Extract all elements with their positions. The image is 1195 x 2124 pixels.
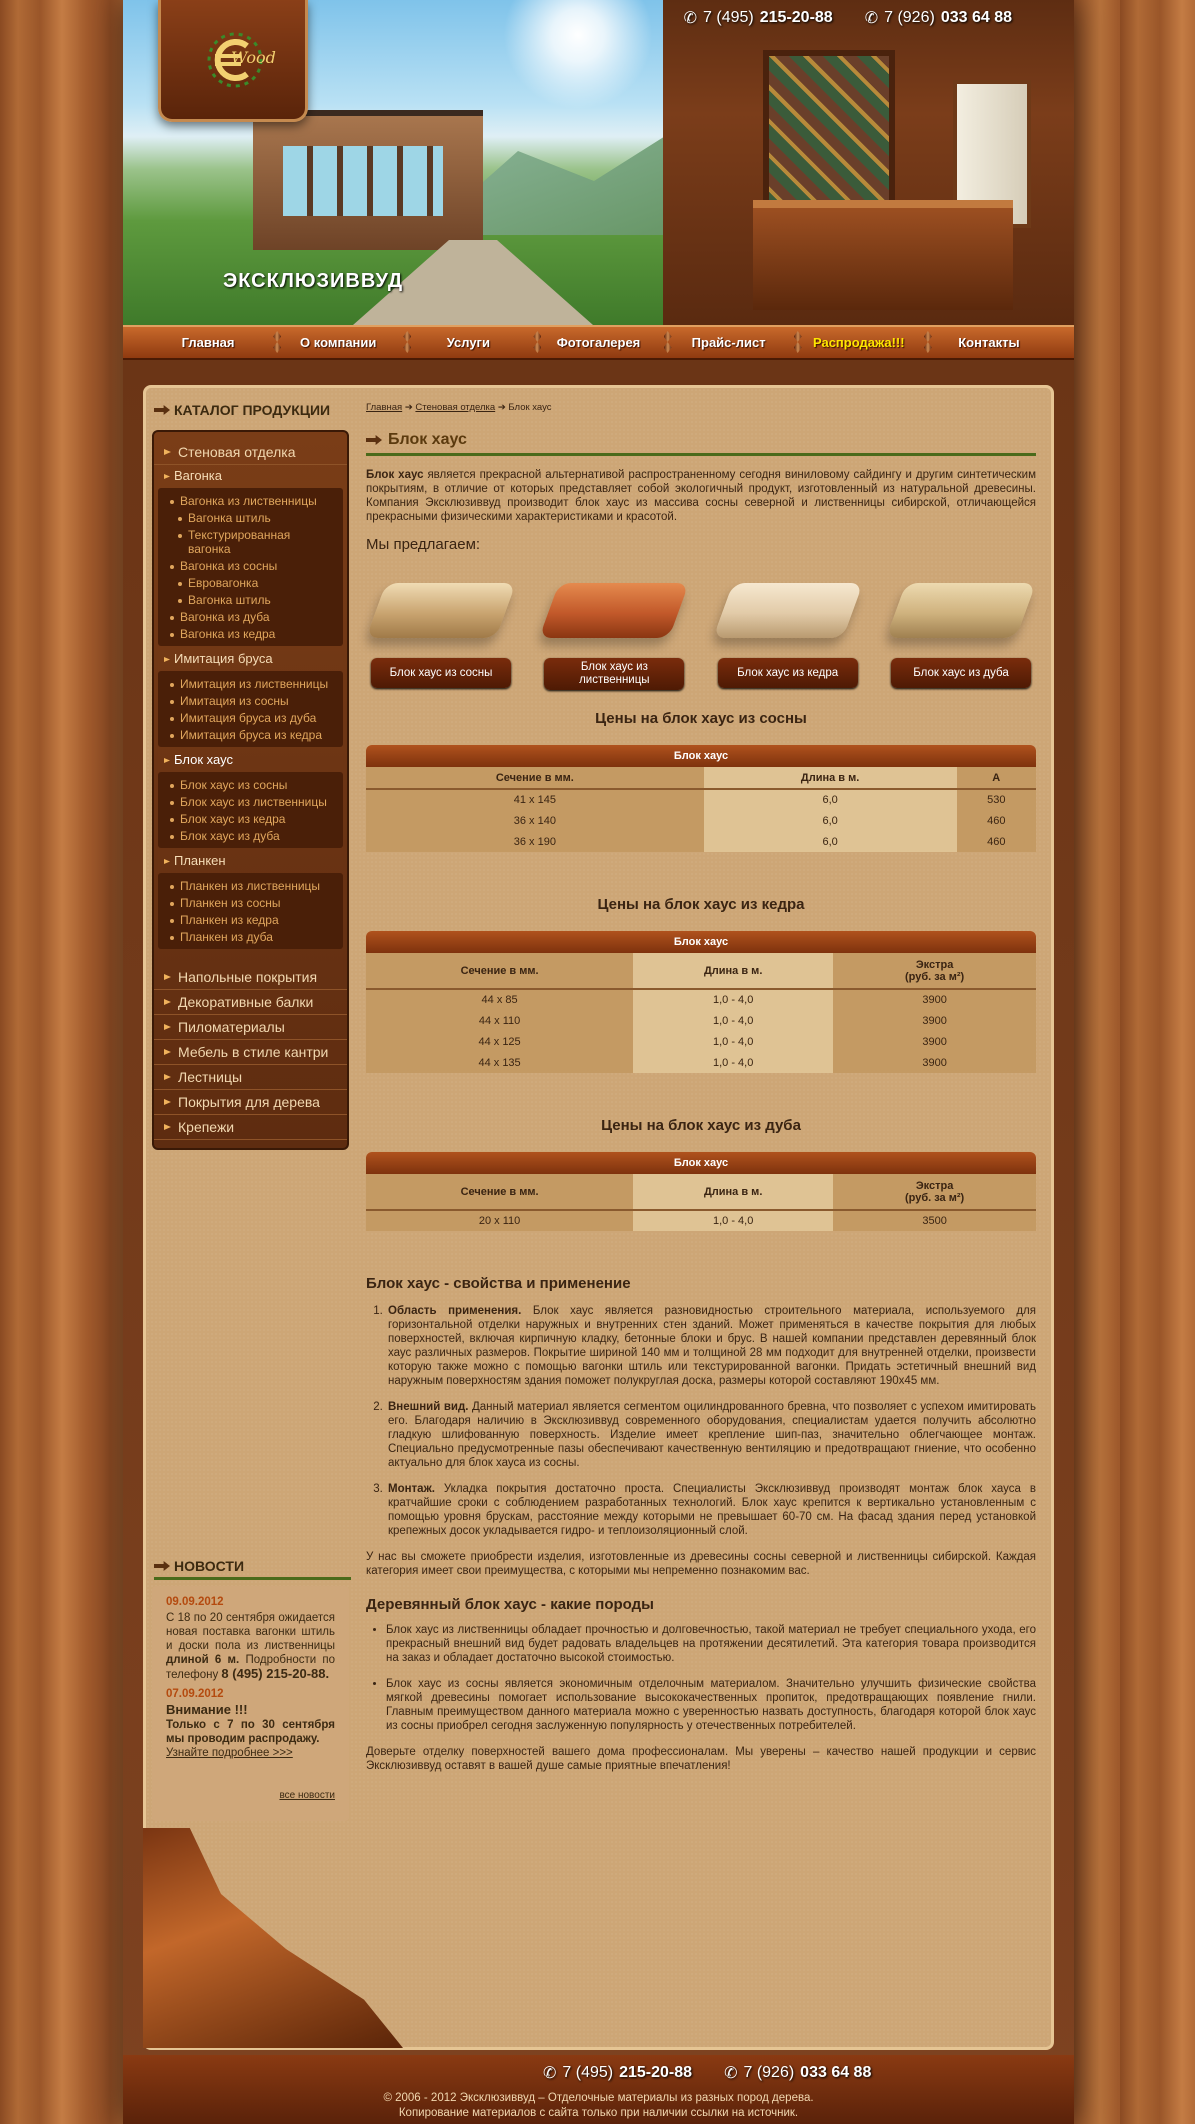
sidebar-item-floor[interactable]: Напольные покрытия [154,965,347,990]
table-cell: 44 x 110 [366,1010,633,1031]
news-text [166,1703,335,1760]
properties-list [386,1304,1036,1538]
nav-sale[interactable]: Распродажа!!! [794,335,924,350]
nav-gallery[interactable]: Фотогалерея [533,335,663,350]
phone-code: 7 (926) [743,2064,795,2081]
sidebar-subitem[interactable]: Текстурированная вагонка [158,526,343,557]
list-item-text: Данный материал является сегментом оцилиндрованного бревна, что позволяет с успехом имитировать его. Благодаря наличию в Эксклюзиввуд современного оборудования, специалистам удается получить абсолютно гладкую шлифованную поверхность. Изделие имеет крепление шип-паз, значительно облегчающее монтаж. Специально предусмотренные пазы обеспечивают качественную вентиляцию и предотвращают гниение, что особенно актуально для блок хауса из сосны. [388,1401,1036,1469]
table-cell: 3900 [833,989,1036,1010]
table-cell: 3500 [833,1210,1036,1231]
arrow-icon [154,405,170,415]
nav-pricelist[interactable]: Прайс-лист [664,335,794,350]
table-caption: Блок хаус [366,1152,1036,1174]
header-banner [123,0,1074,325]
sidebar-item-imitation[interactable]: Имитация бруса [154,648,347,669]
sidebar-subitem[interactable]: Блок хаус из сосны [158,776,343,793]
table-header-line: (руб. за м²) [904,970,965,983]
product-card [886,583,1036,690]
sidebar-item-wall[interactable]: Стеновая отделка [154,440,347,465]
properties-after-text: У нас вы сможете приобрести изделия, изготовленные из древесины сосны северной и лиственницы сибирской. Каждая категория имеет свои преимущества, с которыми мы непременно познакомим вас. [366,1551,1036,1577]
breadcrumb-current: Блок хаус [508,402,552,413]
product-card [366,583,516,690]
list-item-bold: Область применения. [388,1305,522,1317]
sidebar-item-vagonka[interactable]: Вагонка [154,465,347,486]
product-button[interactable]: Блок хаус из кедра [718,658,858,688]
phone-icon: ✆ [683,10,698,27]
news-more-link[interactable]: Узнайте подробнее >>> [166,1747,293,1759]
sidebar-subitem[interactable]: Планкен из дуба [158,928,343,945]
phone-icon: ✆ [864,10,879,27]
nav-services[interactable]: Услуги [403,335,533,350]
sidebar-subitem[interactable]: Планкен из лиственницы [158,877,343,894]
table-cell: 3900 [833,1031,1036,1052]
phone-code: 7 (495) [703,9,754,26]
price-title-pine: Цены на блок хаус из сосны [595,710,807,727]
sidebar-item-stairs[interactable]: Лестницы [154,1065,347,1090]
nav-home[interactable]: Главная [181,335,235,350]
catalog-title [154,402,330,418]
sidebar-subitem[interactable]: Вагонка из дуба [158,608,343,625]
list-item-bold: Внешний вид. [388,1401,469,1413]
news-text-bold: Только с 7 по 30 сентября мы проводим распродажу. [166,1719,335,1745]
sidebar-subitem[interactable]: Вагонка из сосны [158,557,343,574]
catalog-sidebar [152,430,349,1150]
sidebar-item-coatings[interactable]: Покрытия для дерева [154,1090,347,1115]
plank-image[interactable] [713,583,863,638]
table-cell: 6,0 [704,810,957,831]
phone-1[interactable] [684,8,833,28]
table-header: Сечение в мм. [366,1174,633,1210]
table-header: Длина в м. [704,767,957,789]
list-item: • Блок хаус из сосны является экономичным отделочным материалом. Значительно улучшить физические свойства мягкой древесины помогает использование высококачественных пропиток, предотвращающих появление гнили. Главным преимуществом данного материала можно с уверенностью назвать доступность, благодаря которой блок хаус из сосны приобрел сегодня заслуженную популярность у отечественных потребителей. [386,1677,1036,1733]
table-cell: 460 [957,831,1036,852]
sidebar-group-vagonka [158,488,343,646]
table-cell: 460 [957,810,1036,831]
table-header-line: Экстра [915,958,954,971]
main-nav [123,325,1074,360]
sidebar-subitem[interactable]: Блок хаус из кедра [158,810,343,827]
sidebar-item-lumber[interactable]: Пиломатериалы [154,1015,347,1040]
copyright [123,2091,1074,2121]
price-table-cedar [366,931,1036,1073]
table-header [833,953,1036,989]
phone-1[interactable] [543,2063,692,2083]
table-header-line: Экстра [915,1179,954,1192]
table-header: Сечение в мм. [366,767,704,789]
list-item [386,1482,1036,1538]
logo-text: Wood [231,48,276,67]
sidebar-item-planken[interactable]: Планкен [154,850,347,871]
sidebar-item-furniture[interactable]: Мебель в стиле кантри [154,1040,347,1065]
price-title-cedar: Цены на блок хаус из кедра [597,896,805,913]
list-item [386,1304,1036,1388]
table-cell: 36 x 140 [366,810,704,831]
list-item [386,1400,1036,1470]
product-button[interactable]: Блок хаус из лиственницы [544,658,684,690]
intro-bold: Блок хаус [366,469,424,481]
product-list [366,583,1036,690]
sidebar-item-fasteners[interactable]: Крепежи [154,1115,347,1140]
list-item-bold: Монтаж. [388,1483,435,1495]
arrow-icon [154,1561,170,1571]
table-caption: Блок хаус [366,931,1036,953]
footer [123,2055,1074,2124]
news-text-bold: длиной 6 м. [166,1654,240,1666]
table-row [366,831,1036,852]
news-date: 09.09.2012 [166,1596,224,1608]
plank-image[interactable] [366,583,516,638]
product-card [713,583,863,690]
table-cell: 3900 [833,1052,1036,1073]
news-text-part: С 18 по 20 сентября ожидается новая поставка вагонки штиль и доски пола из лиственницы [166,1612,335,1652]
product-button[interactable]: Блок хаус из дуба [891,658,1031,688]
table-cell: 1,0 - 4,0 [633,989,833,1010]
table-header: Длина в м. [633,1174,833,1210]
phone-2[interactable] [724,2063,871,2083]
breadcrumb-arrow-icon: ➔ [497,402,506,413]
closing-text: Доверьте отделку поверхностей вашего дома профессионалам. Мы уверены – качество нашей продукции и сервис Эксклюзиввуд оставят в вашей душе самые приятные впечатления! [366,1746,1036,1772]
table-cell: 36 x 190 [366,831,704,852]
table-header: А [957,767,1036,789]
list-item-text: Блок хаус является разновидностью строительного материала, используемого для горизонтальной отделки наружных и внутренних стен зданий. Может применяться в качестве покрытия для любых поверхностей, включая кирпичную кладку, бетонные блоки и брус. В нашей компании представлен деревянный блок хаус различных размеров. Покрытие шириной 140 мм и толщиной 28 мм подходит для внутренней отделки, произвести которую также можно с помощью вагонки штиль или текстурированной вагонки. Придать эстетичный внешний вид наружным поверхностям здания поможет полукруглая доска, размеры которой составляют 190х45 мм. [388,1305,1036,1387]
desk-image [753,200,1013,310]
sidebar-subitem[interactable]: Евровагонка [158,574,343,591]
table-cell: 44 x 135 [366,1052,633,1073]
table-cell: 20 x 110 [366,1210,633,1231]
nav-contacts[interactable]: Контакты [924,335,1054,350]
sidebar-item-beams[interactable]: Декоративные балки [154,990,347,1015]
phone-code: 7 (926) [884,9,935,26]
phone-icon: ✆ [543,2065,557,2082]
logo[interactable] [158,0,308,122]
product-card [539,583,689,690]
offer-heading: Мы предлагаем: [366,536,481,553]
breadcrumb-arrow-icon: ➔ [404,402,413,413]
list-item-text: Укладка покрытия достаточно проста. Специалисты Эксклюзиввуд производят монтаж блок хауса в кратчайшие сроки с соблюдением разработанных технологий. Блок хаус крепится к вертикально установленным с помощью уровня брускам, расстояние между которыми не превышает 60-70 см. На фасад здания перед установкой крепежных досок укладывается гидро- и теплоизоляционный слой. [388,1483,1036,1537]
copyright-line: Копирование материалов с сайта только при наличии ссылки на источник. [398,2107,799,2119]
sidebar-subitem[interactable]: Планкен из сосны [158,894,343,911]
phone-code: 7 (495) [562,2064,614,2081]
table-row [366,810,1036,831]
table-header [833,1174,1036,1210]
sidebar-spacer [154,951,347,965]
brand-name: ЭКСКЛЮЗИВВУД [223,270,404,292]
table-cell: 41 x 145 [366,789,704,810]
news-block [152,1586,349,1821]
page-title-text: Блок хаус [388,431,467,448]
site-wrapper [123,0,1074,2124]
phone-number: 215-20-88 [759,9,833,26]
sidebar-subitem[interactable]: Имитация из сосны [158,692,343,709]
table-row [366,1052,1036,1073]
table-caption: Блок хаус [366,745,1036,767]
catalog-title-text: КАТАЛОГ ПРОДУКЦИИ [174,402,331,418]
product-button[interactable]: Блок хаус из сосны [371,658,511,688]
house-image [253,110,483,250]
sidebar-group-imitation [158,671,343,747]
plank-image[interactable] [886,583,1036,638]
sun-decoration [503,0,653,110]
properties-heading: Блок хаус - свойства и применение [366,1275,631,1292]
table-cell: 6,0 [704,831,957,852]
sidebar-item-blockhouse[interactable]: Блок хаус [154,749,347,770]
table-cell: 44 x 85 [366,989,633,1010]
table-row [366,989,1036,1010]
footer-phones [543,2063,871,2083]
page-title [366,431,1036,456]
sidebar-subitem[interactable]: Вагонка штиль [158,591,343,608]
table-cell: 6,0 [704,789,957,810]
nav-about[interactable]: О компании [273,335,403,350]
table-cell: 3900 [833,1010,1036,1031]
intro-body: является прекрасной альтернативой распространенному сегодня виниловому сайдингу и другим синтетическим покрытиям, в отличие от которых представляет собой экологичный продукт, изготовленный из натуральной древесины. Компания Эксклюзиввуд производит блок хаус из массива сосны северной и лиственницы сибирской, отличающейся прекрасными физическими характеристиками и красотой. [366,469,1036,523]
price-table-pine [366,745,1036,852]
sidebar-group-planken [158,873,343,949]
news-date: 07.09.2012 [166,1688,224,1700]
phone-number: 033 64 88 [800,2064,872,2081]
stairs-decoration [143,1828,403,2048]
table-cell: 1,0 - 4,0 [633,1010,833,1031]
sidebar-subitem[interactable]: Блок хаус из дуба [158,827,343,844]
price-table-oak [366,1152,1036,1231]
sidebar-subitem[interactable]: Блок хаус из лиственницы [158,793,343,810]
table-header: Сечение в мм. [366,953,633,989]
content-panel [143,385,1054,2050]
news-phone: 8 (495) 215-20-88. [221,1666,330,1681]
news-title [154,1558,351,1580]
table-cell: 530 [957,789,1036,810]
news-title-text: НОВОСТИ [174,1558,245,1574]
sidebar-group-blockhouse [158,772,343,848]
sidebar-subitem[interactable]: Вагонка штиль [158,509,343,526]
table-header-line: (руб. за м²) [904,1191,965,1204]
plank-image[interactable] [539,583,689,638]
phone-number: 215-20-88 [619,2064,693,2081]
breadcrumb-section[interactable]: Стеновая отделка [415,402,496,413]
main-content [366,402,1036,1773]
sidebar-subitem[interactable]: Планкен из кедра [158,911,343,928]
kinds-list [386,1623,1036,1733]
sidebar-subitem[interactable]: Вагонка из кедра [158,625,343,642]
intro-text [366,468,1036,524]
table-cell: 1,0 - 4,0 [633,1210,833,1231]
table-row [366,1031,1036,1052]
price-title-oak: Цены на блок хаус из дуба [601,1117,801,1134]
list-item: • Блок хаус из лиственницы обладает прочностью и долговечностью, такой материал не требует специального ухода, его прекрасный внешний вид будет радовать владельцев на протяжении десятилетий. Эта категория товара производится на заказ и обладает достаточно высокой стоимостью. [386,1623,1036,1665]
kinds-heading: Деревянный блок хаус - какие породы [366,1596,654,1613]
news-text [166,1611,335,1682]
news-heading: Внимание !!! [166,1702,248,1717]
sidebar-subitem[interactable]: Имитация бруса из кедра [158,726,343,743]
phone-icon: ✆ [724,2065,738,2082]
table-row [366,789,1036,810]
phone-2[interactable] [865,8,1012,28]
table-cell: 1,0 - 4,0 [633,1052,833,1073]
phone-number: 033 64 88 [940,9,1012,26]
table-row [366,1010,1036,1031]
table-cell: 44 x 125 [366,1031,633,1052]
sidebar-subitem[interactable]: Имитация бруса из дуба [158,709,343,726]
table-header: Длина в м. [633,953,833,989]
breadcrumb-home[interactable]: Главная [366,402,403,413]
header-phones [684,8,1012,28]
table-cell: 1,0 - 4,0 [633,1031,833,1052]
arrow-icon [366,435,382,445]
news-text-part: Подробности по телефону [166,1654,335,1681]
sidebar-subitem[interactable]: Имитация из лиственницы [158,675,343,692]
table-row [366,1210,1036,1231]
copyright-line: © 2006 - 2012 Эксклюзиввуд – Отделочные материалы из разных пород дерева. [383,2092,814,2104]
breadcrumb [366,402,1036,413]
sidebar-subitem[interactable]: Вагонка из лиственницы [158,492,343,509]
all-news-link[interactable]: все новости [279,1790,335,1801]
